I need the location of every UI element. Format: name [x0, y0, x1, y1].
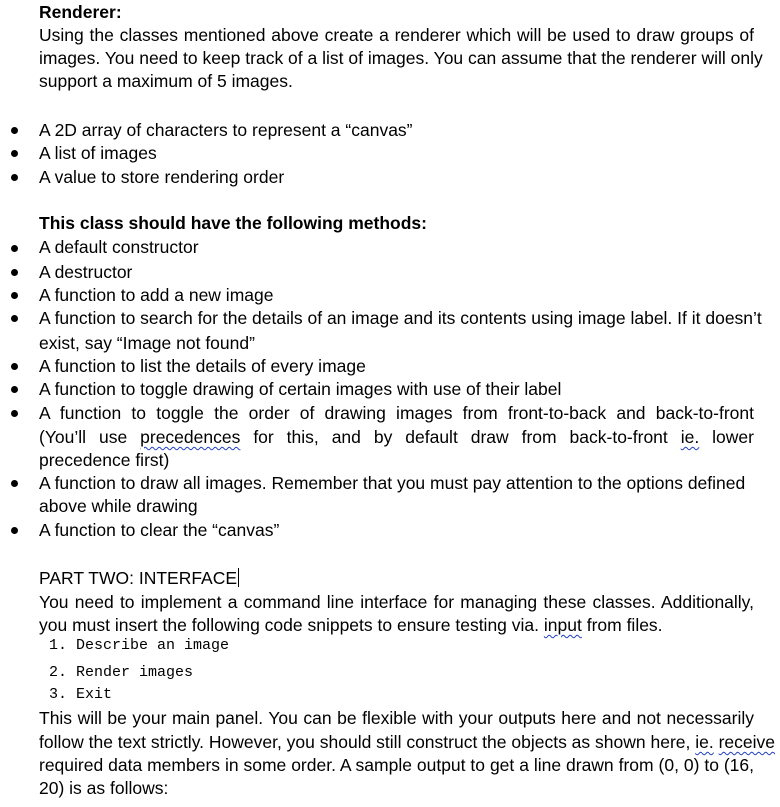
method-item-draw-line-1: A function to draw all images. Remember that you must pay attention to the options defined: [39, 473, 746, 493]
bullet-icon: [11, 174, 18, 181]
method-item-draw-line-2: above while drawing: [39, 496, 198, 516]
member-item-order: A value to store rendering order: [39, 167, 285, 187]
bullet-icon: [11, 127, 18, 134]
method-item-toggle-order-line-2: (You’ll use precedences for this, and by default draw from back-to-front ie. lower: [39, 427, 754, 447]
renderer-intro-line-2: images. You need to keep track of a list of images. You can assume that the renderer will only: [39, 48, 763, 68]
part-two-heading[interactable]: PART TWO: INTERFACE: [39, 568, 238, 588]
method-item-toggle-order-line-3: precedence first): [39, 450, 170, 470]
method-item-constructor: A default constructor: [39, 237, 199, 257]
method-item-search-line-2: exist, say “Image not found”: [39, 333, 255, 353]
part-two-outro-line-2: follow the text strictly. However, you should still construct the objects as shown here, ie. receive: [39, 732, 776, 752]
method-item-add: A function to add a new image: [39, 285, 274, 305]
method-item-clear: A function to clear the “canvas”: [39, 520, 280, 540]
bullet-icon: [11, 363, 18, 370]
bullet-icon: [11, 386, 18, 393]
renderer-intro-line-3: support a maximum of 5 images.: [39, 71, 293, 91]
method-item-toggle-order-line-1: A function to toggle the order of drawing images from front-to-back and back-to-front: [39, 403, 754, 423]
method-item-toggle-drawing: A function to toggle drawing of certain images with use of their label: [39, 379, 562, 399]
member-item-canvas: A 2D array of characters to represent a “canvas”: [39, 120, 413, 140]
method-item-destructor: A destructor: [39, 262, 133, 282]
text-cursor: [238, 568, 239, 587]
part-two-outro-line-4: 20) is as follows:: [39, 778, 169, 798]
bullet-icon: [11, 315, 18, 322]
part-two-outro-line-3: required data members in some order. A sample output to get a line drawn from (0, 0) to (16,: [39, 755, 754, 775]
bullet-icon: [11, 410, 18, 417]
bullet-icon: [11, 150, 18, 157]
menu-option-describe: 1. Describe an image: [49, 637, 230, 654]
part-two-outro-line-1: This will be your main panel. You can be flexible with your outputs here and not necessarily: [39, 708, 754, 728]
bullet-icon: [11, 480, 18, 487]
bullet-icon: [11, 527, 18, 534]
renderer-heading: Renderer:: [39, 2, 122, 22]
renderer-intro-line-1: Using the classes mentioned above create a renderer which will be used to draw groups of: [39, 25, 754, 45]
bullet-icon: [11, 269, 18, 276]
methods-heading: This class should have the following methods:: [39, 213, 427, 233]
menu-option-exit: 3. Exit: [49, 686, 113, 703]
method-item-list: A function to list the details of every image: [39, 356, 366, 376]
part-two-intro-line-2: you must insert the following code snippets to ensure testing via. input from files.: [39, 615, 663, 635]
method-item-search-line-1: A function to search for the details of an image and its contents using image label. If it doesn’t: [39, 308, 762, 328]
member-item-images: A list of images: [39, 143, 157, 163]
bullet-icon: [11, 292, 18, 299]
bullet-icon: [11, 245, 18, 252]
menu-option-render: 2. Render images: [49, 664, 194, 681]
part-two-intro-line-1: You need to implement a command line interface for managing these classes. Additionally,: [39, 592, 754, 612]
